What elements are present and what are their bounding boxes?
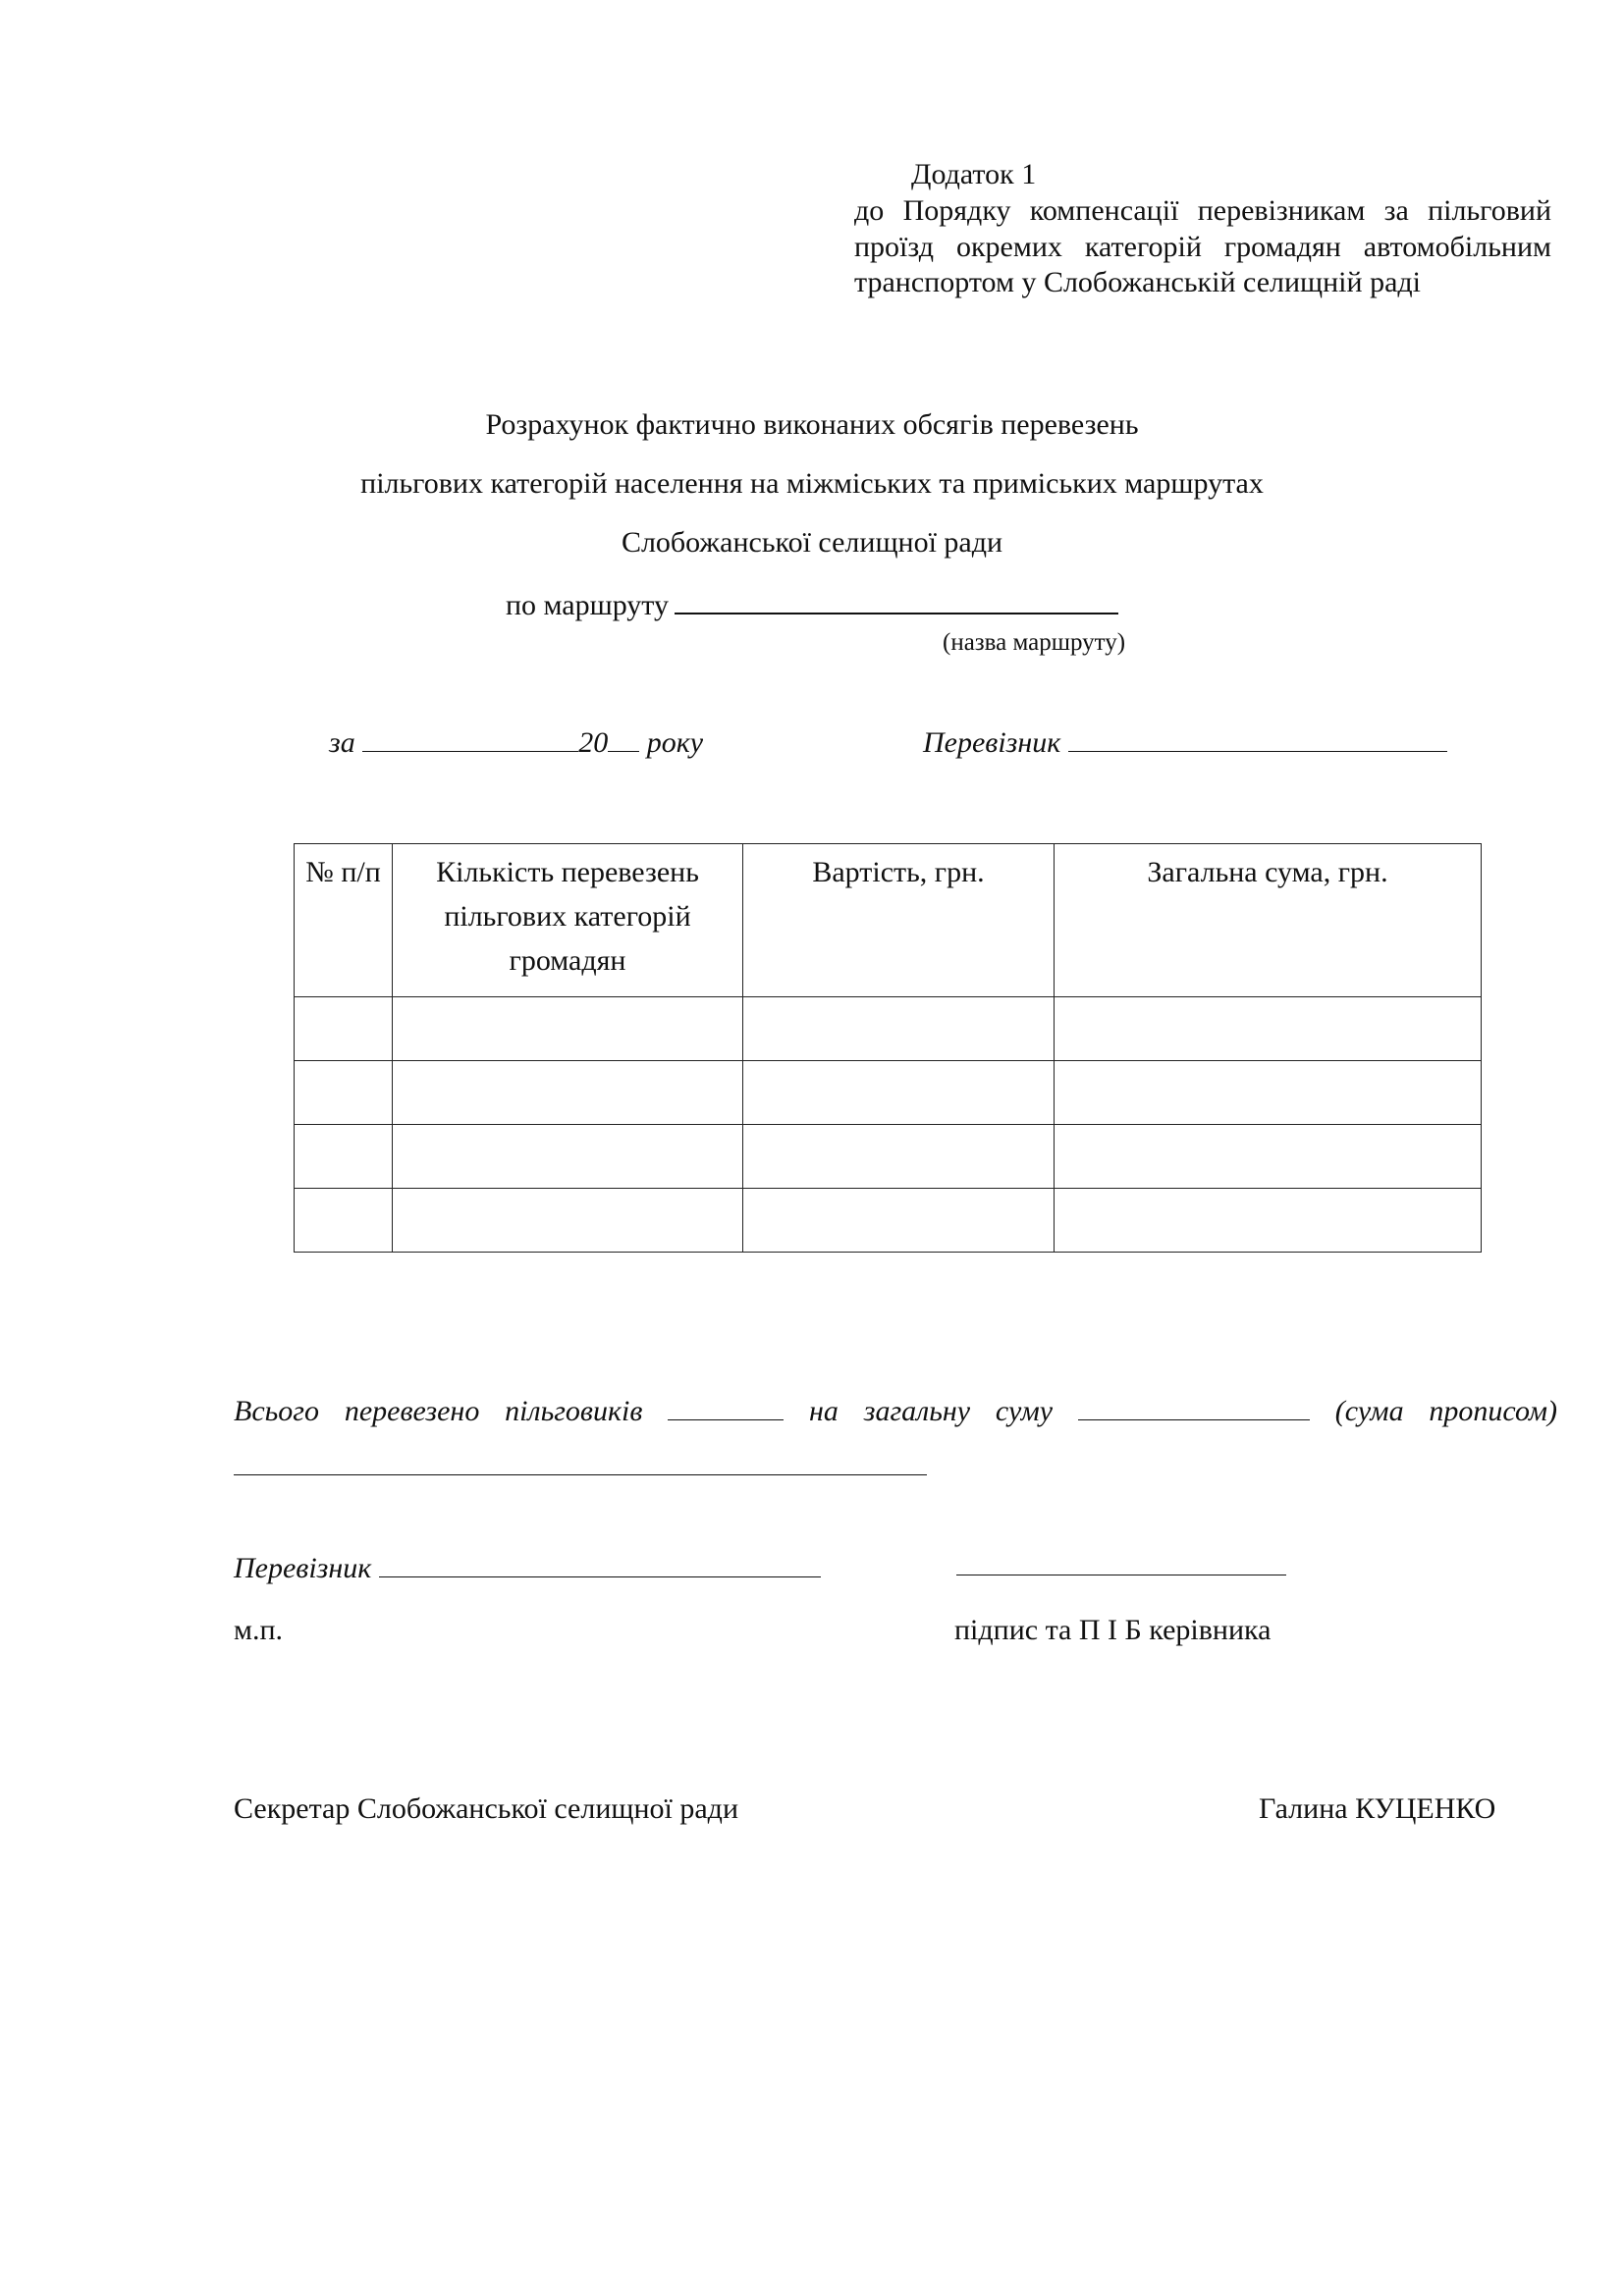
- table-cell[interactable]: [295, 1189, 393, 1253]
- transport-table: [294, 843, 1482, 1253]
- carrier-signature-label: Перевізник: [234, 1552, 372, 1584]
- table-cell[interactable]: [295, 1061, 393, 1125]
- table-row: [295, 1189, 1482, 1253]
- header-count: Кількість перевезень пільгових категорій громадян: [393, 844, 743, 997]
- table-cell[interactable]: [393, 1189, 743, 1253]
- table-cell[interactable]: [1055, 997, 1482, 1061]
- table-cell[interactable]: [743, 997, 1055, 1061]
- secretary-title: Секретар Слобожанської селищної ради: [234, 1792, 738, 1825]
- table-cell[interactable]: [1055, 1125, 1482, 1189]
- route-line: [0, 583, 1624, 623]
- header-number: № п/п: [295, 844, 393, 997]
- secretary-name: Галина КУЦЕНКО: [1259, 1792, 1496, 1825]
- totals-words-label: (сума прописом): [1334, 1395, 1557, 1427]
- route-label: по маршруту: [505, 589, 670, 621]
- table-cell[interactable]: [1055, 1061, 1482, 1125]
- header-cost: Вартість, грн.: [743, 844, 1055, 997]
- period-line: [329, 723, 703, 761]
- period-month-field[interactable]: [362, 723, 578, 752]
- period-year-prefix: 20: [578, 726, 609, 759]
- carrier-name-field[interactable]: [1068, 723, 1447, 752]
- period-year-field[interactable]: [608, 723, 639, 752]
- stamp-placeholder: м.п.: [234, 1614, 284, 1646]
- table-cell[interactable]: [295, 997, 393, 1061]
- document-title-line-3: Слобожанської селищної ради: [621, 526, 1003, 559]
- signature-caption: підпис та П І Б керівника: [954, 1614, 1272, 1646]
- carrier-line-top: [923, 723, 1447, 761]
- sum-in-words-field[interactable]: [234, 1447, 927, 1475]
- beneficiaries-count-field[interactable]: [668, 1392, 784, 1420]
- table-cell[interactable]: [295, 1125, 393, 1189]
- table-cell[interactable]: [743, 1125, 1055, 1189]
- period-suffix: року: [646, 726, 704, 759]
- table-row: [295, 997, 1482, 1061]
- annex-title: Додаток 1: [911, 158, 1037, 190]
- table-cell[interactable]: [1055, 1189, 1482, 1253]
- document-title-line-2: пільгових категорій населення на міжміських та приміських маршрутах: [360, 467, 1264, 500]
- table-cell[interactable]: [393, 1061, 743, 1125]
- table-cell[interactable]: [743, 1061, 1055, 1125]
- table-row: [295, 1125, 1482, 1189]
- totals-label: Всього перевезено пільговиків: [234, 1395, 643, 1427]
- totals-line: [234, 1384, 1557, 1494]
- carrier-label: Перевізник: [923, 726, 1061, 759]
- period-prefix: за: [329, 726, 355, 759]
- route-name-field[interactable]: [675, 583, 1118, 614]
- header-total: Загальна сума, грн.: [1055, 844, 1482, 997]
- route-caption: (назва маршруту): [943, 629, 1126, 656]
- table-row: [295, 1061, 1482, 1125]
- annex-description: до Порядку компенсації перевізникам за пільговий проїзд окремих категорій громадян автомобільним транспортом у Слобожанській селищній раді: [854, 194, 1551, 298]
- table-cell[interactable]: [393, 997, 743, 1061]
- table-cell[interactable]: [393, 1125, 743, 1189]
- carrier-line-bottom: [234, 1549, 821, 1586]
- document-title-line-1: Розрахунок фактично виконаних обсягів перевезень: [485, 408, 1139, 441]
- table-cell[interactable]: [743, 1189, 1055, 1253]
- total-sum-field[interactable]: [1078, 1392, 1310, 1420]
- table-header-row: [295, 844, 1482, 997]
- carrier-signature-field[interactable]: [379, 1549, 821, 1577]
- totals-sum-label: на загальну суму: [809, 1395, 1054, 1427]
